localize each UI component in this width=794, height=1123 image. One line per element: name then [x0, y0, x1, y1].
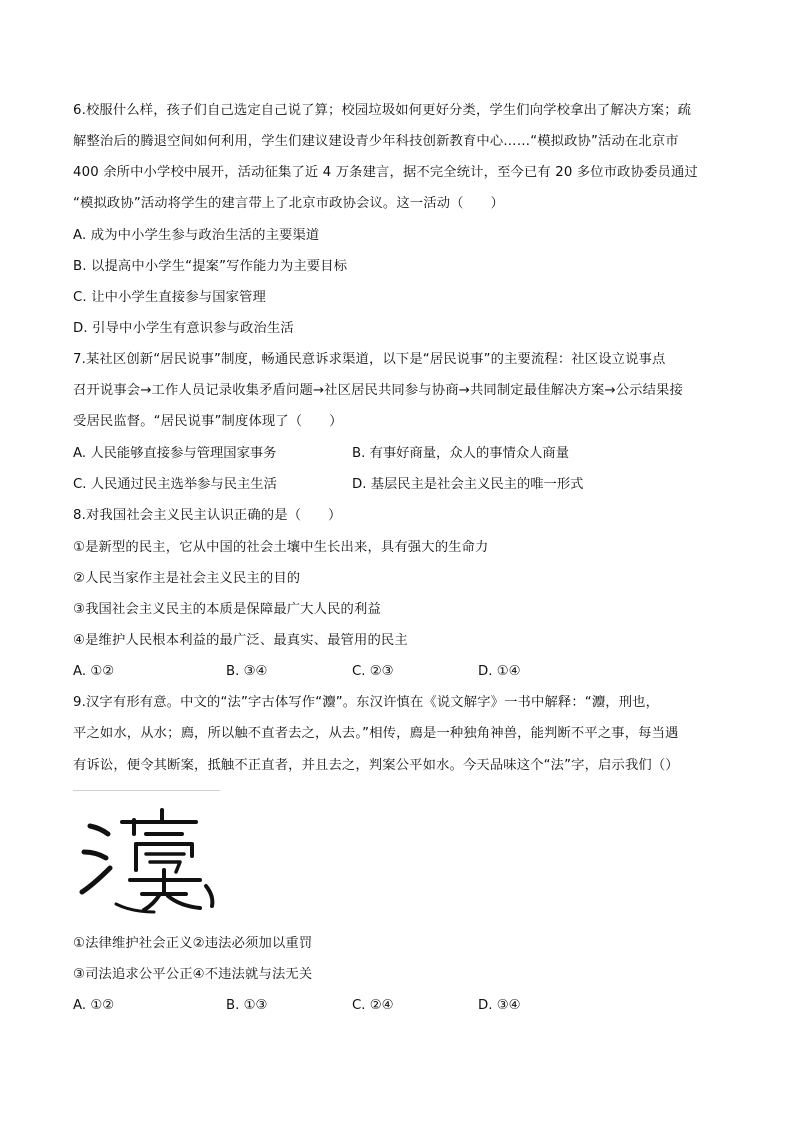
q6-option-c: C. 让中小学生直接参与国家管理 [73, 290, 266, 305]
q9-stem-line-1: 9.汉字有形有意。中文的“法”字古体写作“灋”。东汉许慎在《说文解字》一书中解释：“灋，刑也， [73, 695, 660, 710]
q9-option-d: D. ③④ [478, 998, 521, 1013]
q8-statement-2: ②人民当家作主是社会主义民主的目的 [73, 571, 301, 586]
q7-stem-line-3: 受居民监督。“居民说事”制度体现了（ ） [73, 414, 343, 429]
q8-option-b: B. ③④ [226, 664, 268, 679]
ancient-fa-character-image [76, 800, 222, 920]
q6-stem-line-3: 400 余所中小学校中展开，活动征集了近 4 万条建言，据不完全统计，至今已有 20 多位市政协委员通过 [73, 165, 698, 180]
q6-stem-line-4: “模拟政协”活动将学生的建言带上了北京市政协会议。这一活动（ ） [73, 196, 504, 211]
q6-option-a: A. 成为中小学生参与政治生活的主要渠道 [73, 228, 320, 243]
q7-stem-line-1: 7.某社区创新“居民说事”制度，畅通民意诉求渠道，以下是“居民说事”的主要流程：社区设立说事点 [73, 352, 666, 367]
q9-stem-line-2: 平之如水，从水；廌，所以触不直者去之，从去。”相传，廌是一种独角神兽，能判断不平之事，每当遇 [73, 726, 679, 741]
image-divider [73, 790, 220, 791]
q9-option-c: C. ②④ [352, 998, 394, 1013]
q9-statements-line-2: ③司法追求公平公正④不违法就与法无关 [73, 967, 313, 982]
q6-option-b: B. 以提高中小学生“提案”写作能力为主要目标 [73, 259, 348, 274]
q6-stem-line-1: 6.校服什么样，孩子们自己选定自己说了算；校园垃圾如何更好分类，学生们向学校拿出了解决方案；疏 [73, 103, 692, 118]
q6-stem-line-2: 解整治后的腾退空间如何利用，学生们建议建设青少年科技创新教育中心……“模拟政协”活动在北京市 [73, 134, 679, 149]
q7-option-b: B. 有事好商量，众人的事情众人商量 [352, 446, 570, 461]
q8-option-a: A. ①② [73, 664, 115, 679]
q8-stem: 8.对我国社会主义民主认识正确的是（ ） [73, 508, 342, 523]
q8-statement-3: ③我国社会主义民主的本质是保障最广大人民的利益 [73, 602, 381, 617]
q6-option-d: D. 引导中小学生有意识参与政治生活 [73, 321, 294, 336]
q9-option-a: A. ①② [73, 998, 115, 1013]
q9-statements-line-1: ①法律维护社会正义②违法必须加以重罚 [73, 936, 313, 951]
q7-stem-line-2: 召开说事会→工作人员记录收集矛盾问题→社区居民共同参与协商→共同制定最佳解决方案→公示结果接 [73, 383, 683, 398]
q7-option-c: C. 人民通过民主选举参与民主生活 [73, 477, 277, 492]
q7-option-d: D. 基层民主是社会主义民主的唯一形式 [352, 477, 584, 492]
q9-option-b: B. ①③ [226, 998, 268, 1013]
q8-statement-1: ①是新型的民主，它从中国的社会土壤中生长出来，具有强大的生命力 [73, 540, 489, 555]
q8-option-c: C. ②③ [352, 664, 394, 679]
q8-statement-4: ④是维护人民根本利益的最广泛、最真实、最管用的民主 [73, 633, 408, 648]
q8-option-d: D. ①④ [478, 664, 521, 679]
q9-stem-line-3: 有诉讼，便令其断案，抵触不正直者，并且去之，判案公平如水。今天品味这个“法”字，启示我们（） [73, 758, 679, 773]
q7-option-a: A. 人民能够直接参与管理国家事务 [73, 446, 277, 461]
